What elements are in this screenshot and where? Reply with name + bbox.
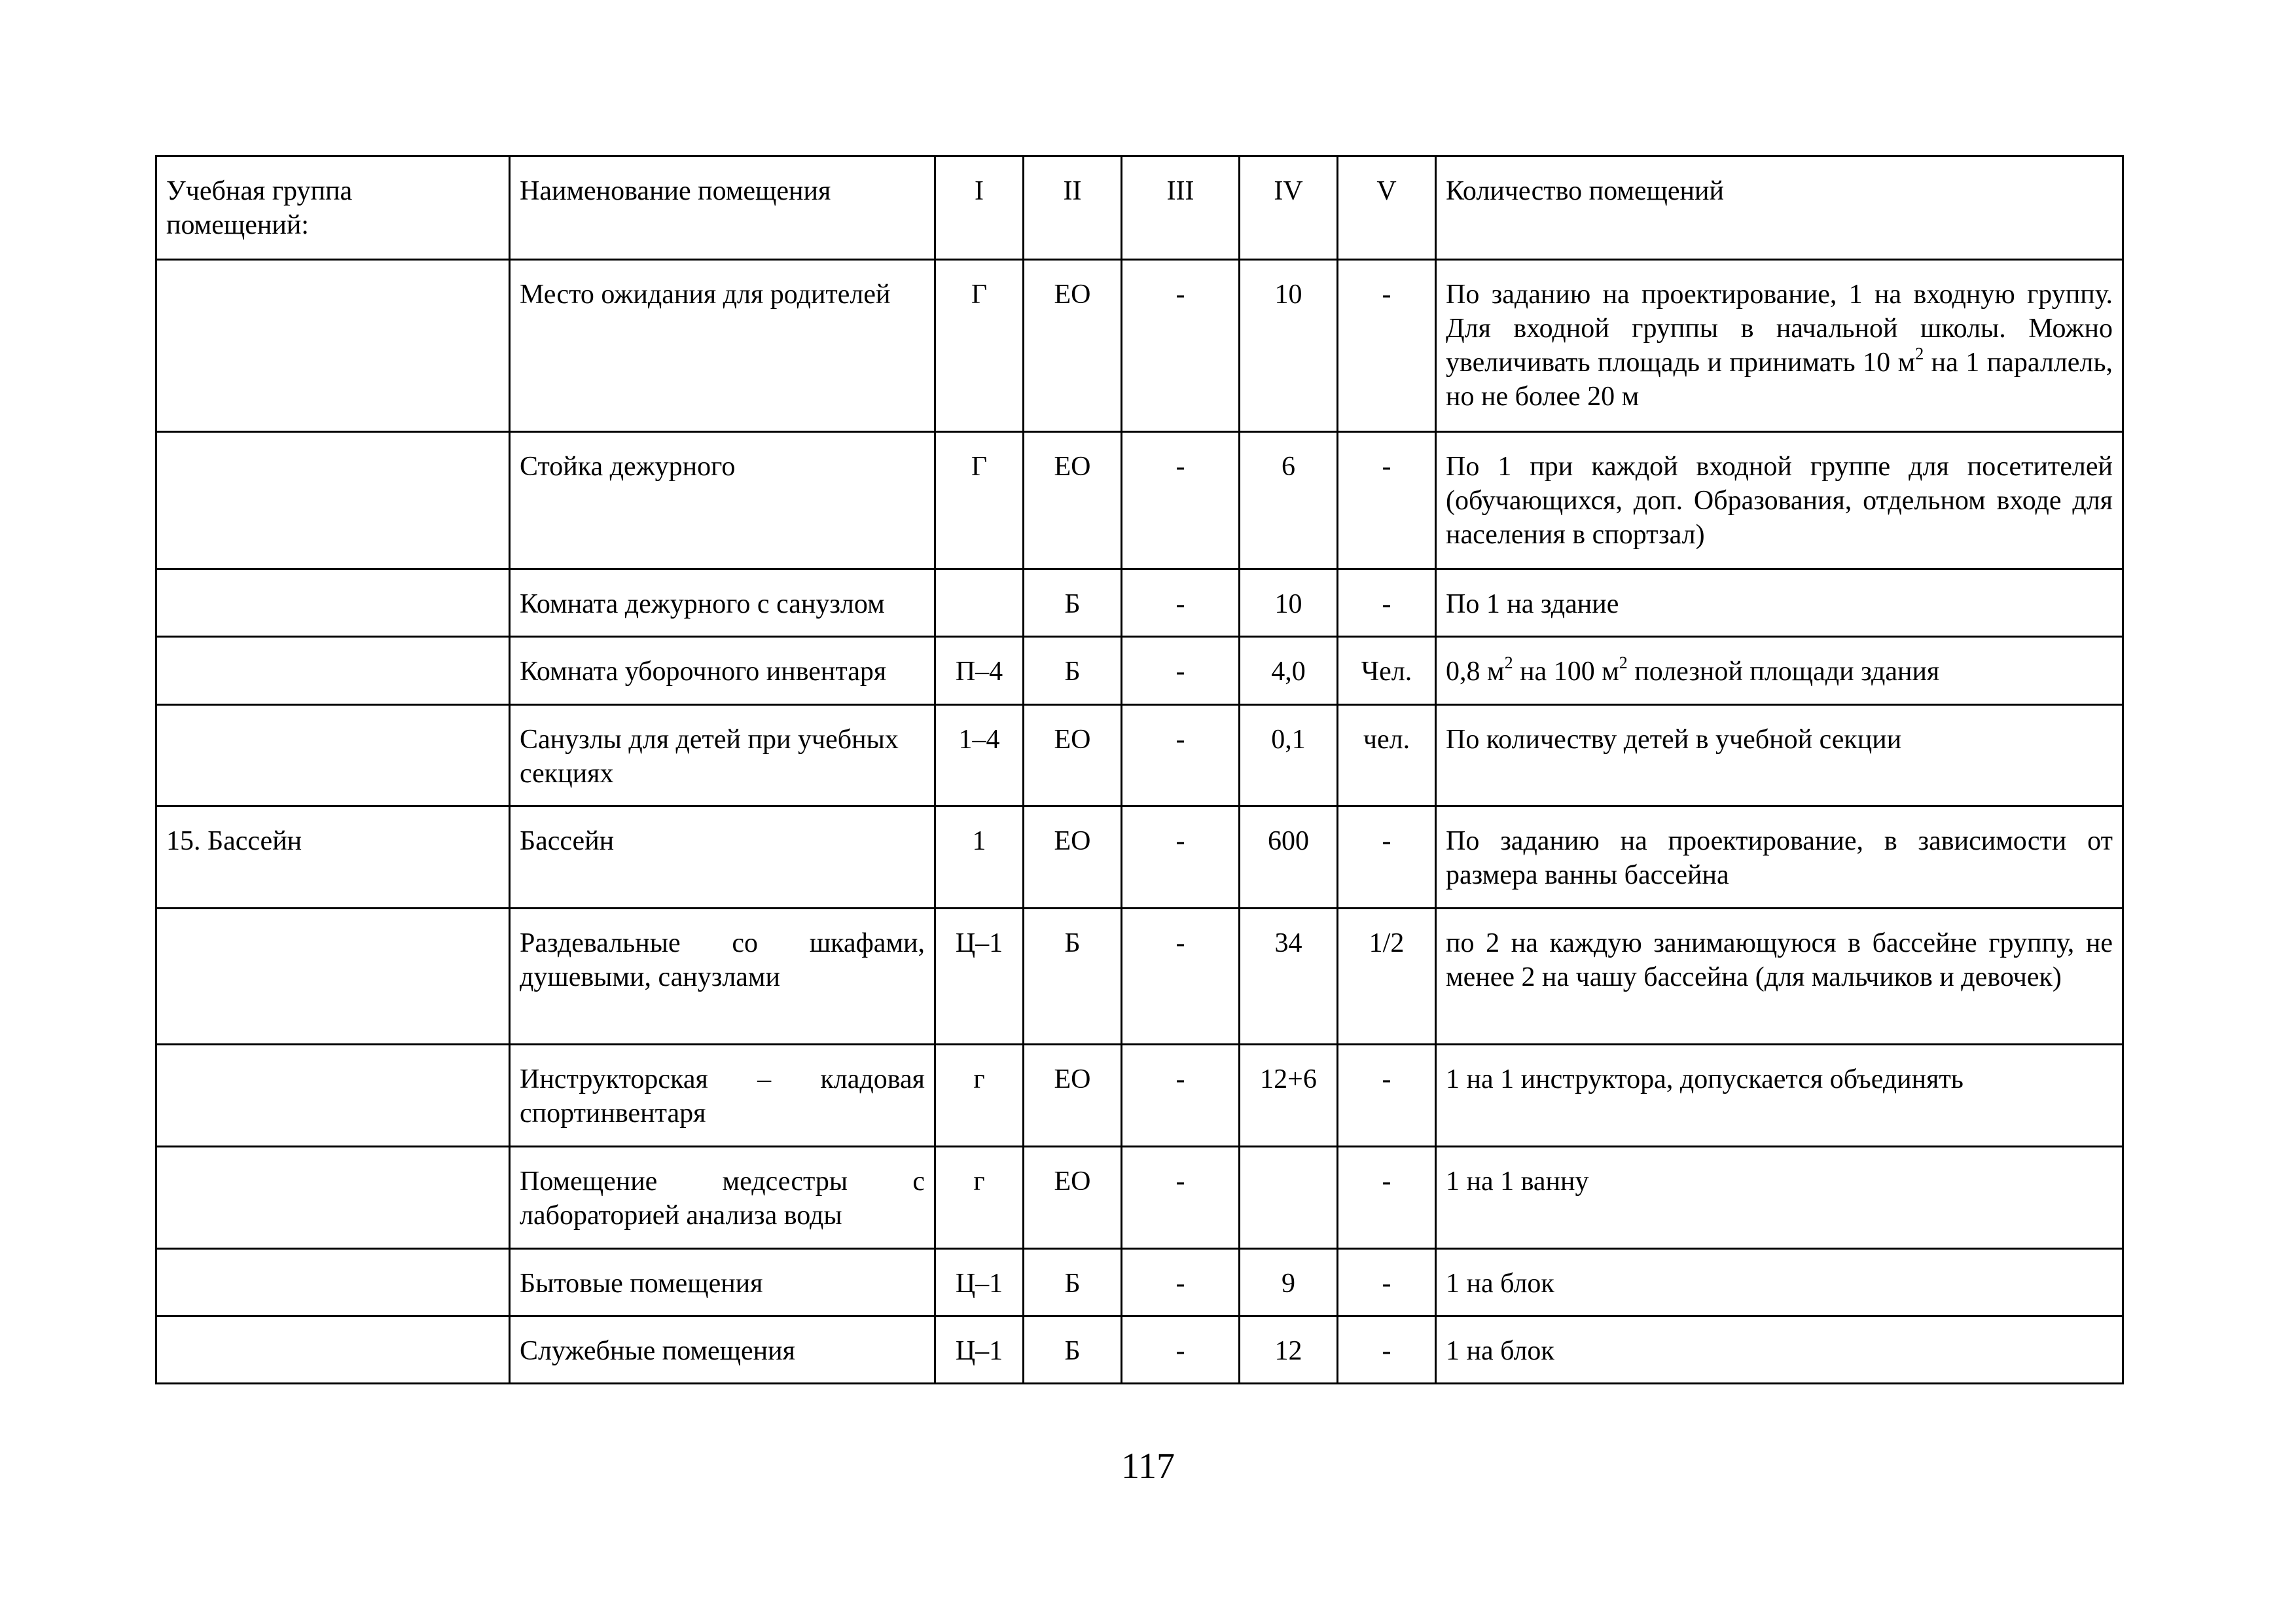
room-name-cell: Раздевальные со шкафами, душевыми, санузлами — [510, 909, 935, 1045]
table-row — [156, 1147, 2123, 1249]
count-text: на 1 параллель, но не более 20 м — [1446, 348, 2113, 412]
group-cell — [156, 1249, 510, 1316]
col2-cell: ЕО — [1024, 705, 1122, 806]
table-header-row — [156, 156, 2123, 260]
table-row — [156, 705, 2123, 806]
count-cell: По заданию на проектирование, в зависимости от размера ванны бассейна — [1436, 806, 2123, 909]
col3-cell: - — [1122, 432, 1240, 569]
group-cell — [156, 1147, 510, 1249]
room-name-cell: Служебные помещения — [510, 1316, 935, 1384]
group-cell — [156, 432, 510, 569]
col1-cell: Ц–1 — [935, 909, 1024, 1045]
table-row — [156, 1316, 2123, 1384]
col2-cell: ЕО — [1024, 432, 1122, 569]
col4-cell: 600 — [1240, 806, 1338, 909]
group-cell — [156, 1045, 510, 1147]
header-col5-cell: V — [1338, 156, 1436, 260]
col1-cell: г — [935, 1045, 1024, 1147]
col5-cell: - — [1338, 1316, 1436, 1384]
col1-cell: 1–4 — [935, 705, 1024, 806]
table-row — [156, 806, 2123, 909]
room-name-cell: Стойка дежурного — [510, 432, 935, 569]
col2-cell: Б — [1024, 1249, 1122, 1316]
group-cell — [156, 909, 510, 1045]
col1-cell: П–4 — [935, 637, 1024, 705]
count-text: полезной площади здания — [1627, 657, 1940, 687]
col4-cell — [1240, 1147, 1338, 1249]
room-name-cell: Комната уборочного инвентаря — [510, 637, 935, 705]
col5-cell: - — [1338, 569, 1436, 637]
col5-cell: - — [1338, 260, 1436, 432]
count-cell: По количеству детей в учебной секции — [1436, 705, 2123, 806]
header-col4-cell: IV — [1240, 156, 1338, 260]
col1-cell: 1 — [935, 806, 1024, 909]
col3-cell: - — [1122, 909, 1240, 1045]
group-cell — [156, 637, 510, 705]
header-col1-cell: I — [935, 156, 1024, 260]
group-cell — [156, 1316, 510, 1384]
col5-cell: Чел. — [1338, 637, 1436, 705]
room-name-cell: Бытовые помещения — [510, 1249, 935, 1316]
superscript: 2 — [1504, 653, 1513, 672]
table-row — [156, 260, 2123, 432]
col2-cell: Б — [1024, 637, 1122, 705]
col1-cell: Ц–1 — [935, 1249, 1024, 1316]
col1-cell: Ц–1 — [935, 1316, 1024, 1384]
count-cell: По 1 на здание — [1436, 569, 2123, 637]
room-name-cell: Санузлы для детей при учебных секциях — [510, 705, 935, 806]
col3-cell: - — [1122, 1045, 1240, 1147]
col3-cell: - — [1122, 1147, 1240, 1249]
room-name-cell: Место ожидания для родителей — [510, 260, 935, 432]
col1-cell — [935, 569, 1024, 637]
col4-cell: 0,1 — [1240, 705, 1338, 806]
superscript: 2 — [1619, 653, 1628, 672]
count-text: По заданию на проектирование, 1 на входную группу. Для входной группы в начальной школы. Можно увеличивать площадь и принимать 10 м — [1446, 280, 2113, 378]
count-cell: По 1 при каждой входной группе для посетителей (обучающихся, доп. Образования, отдельном входе для населения в спортзал) — [1436, 432, 2123, 569]
col5-cell: - — [1338, 432, 1436, 569]
col4-cell: 12+6 — [1240, 1045, 1338, 1147]
col4-cell: 10 — [1240, 260, 1338, 432]
count-text: на 100 м — [1513, 657, 1619, 687]
col5-cell: - — [1338, 1045, 1436, 1147]
table-row — [156, 432, 2123, 569]
col3-cell: - — [1122, 1249, 1240, 1316]
header-col2-cell: II — [1024, 156, 1122, 260]
col3-cell: - — [1122, 806, 1240, 909]
table-row — [156, 1045, 2123, 1147]
col4-cell: 4,0 — [1240, 637, 1338, 705]
group-cell — [156, 569, 510, 637]
group-cell — [156, 705, 510, 806]
col2-cell: Б — [1024, 1316, 1122, 1384]
superscript: 2 — [1915, 344, 1924, 363]
col3-cell: - — [1122, 637, 1240, 705]
header-name-cell: Наименование помещения — [510, 156, 935, 260]
header-group-line1 — [166, 174, 499, 208]
count-cell: по 2 на каждую занимающуюся в бассейне группу, не менее 2 на чашу бассейна (для мальчиков и девочек) — [1436, 909, 2123, 1045]
col1-cell: Г — [935, 260, 1024, 432]
room-name-cell: Бассейн — [510, 806, 935, 909]
header-group-word2: группа — [272, 176, 353, 206]
count-cell: 1 на блок — [1436, 1249, 2123, 1316]
count-cell — [1436, 260, 2123, 432]
col4-cell: 34 — [1240, 909, 1338, 1045]
col3-cell: - — [1122, 260, 1240, 432]
col2-cell: Б — [1024, 569, 1122, 637]
table-row — [156, 909, 2123, 1045]
count-cell: 1 на 1 инструктора, допускается объединять — [1436, 1045, 2123, 1147]
header-col3-cell: III — [1122, 156, 1240, 260]
col2-cell: ЕО — [1024, 806, 1122, 909]
room-name-cell: Помещение медсестры с лабораторией анализа воды — [510, 1147, 935, 1249]
table-row — [156, 637, 2123, 705]
col5-cell: чел. — [1338, 705, 1436, 806]
col4-cell: 12 — [1240, 1316, 1338, 1384]
col1-cell: Г — [935, 432, 1024, 569]
group-cell: 15. Бассейн — [156, 806, 510, 909]
count-cell: 1 на блок — [1436, 1316, 2123, 1384]
col5-cell: 1/2 — [1338, 909, 1436, 1045]
count-text: 0,8 м — [1446, 657, 1505, 687]
col2-cell: ЕО — [1024, 1147, 1122, 1249]
header-count-cell: Количество помещений — [1436, 156, 2123, 260]
header-group-word1: Учебная — [166, 176, 266, 206]
col3-cell: - — [1122, 1316, 1240, 1384]
col1-cell: г — [935, 1147, 1024, 1249]
col2-cell: ЕО — [1024, 260, 1122, 432]
col4-cell: 10 — [1240, 569, 1338, 637]
col2-cell: Б — [1024, 909, 1122, 1045]
group-cell — [156, 260, 510, 432]
col3-cell: - — [1122, 569, 1240, 637]
count-cell: 1 на 1 ванну — [1436, 1147, 2123, 1249]
col5-cell: - — [1338, 1249, 1436, 1316]
page-number: 117 — [1121, 1446, 1175, 1487]
room-name-cell: Комната дежурного с санузлом — [510, 569, 935, 637]
col5-cell: - — [1338, 1147, 1436, 1249]
table-row — [156, 1249, 2123, 1316]
table-row — [156, 569, 2123, 637]
count-cell — [1436, 637, 2123, 705]
col4-cell: 6 — [1240, 432, 1338, 569]
col2-cell: ЕО — [1024, 1045, 1122, 1147]
col4-cell: 9 — [1240, 1249, 1338, 1316]
rooms-table — [155, 155, 2124, 1384]
room-name-cell: Инструкторская – кладовая спортинвентаря — [510, 1045, 935, 1147]
col3-cell: - — [1122, 705, 1240, 806]
header-group-word3: помещений: — [166, 210, 309, 240]
col5-cell: - — [1338, 806, 1436, 909]
header-group-cell — [156, 156, 510, 260]
